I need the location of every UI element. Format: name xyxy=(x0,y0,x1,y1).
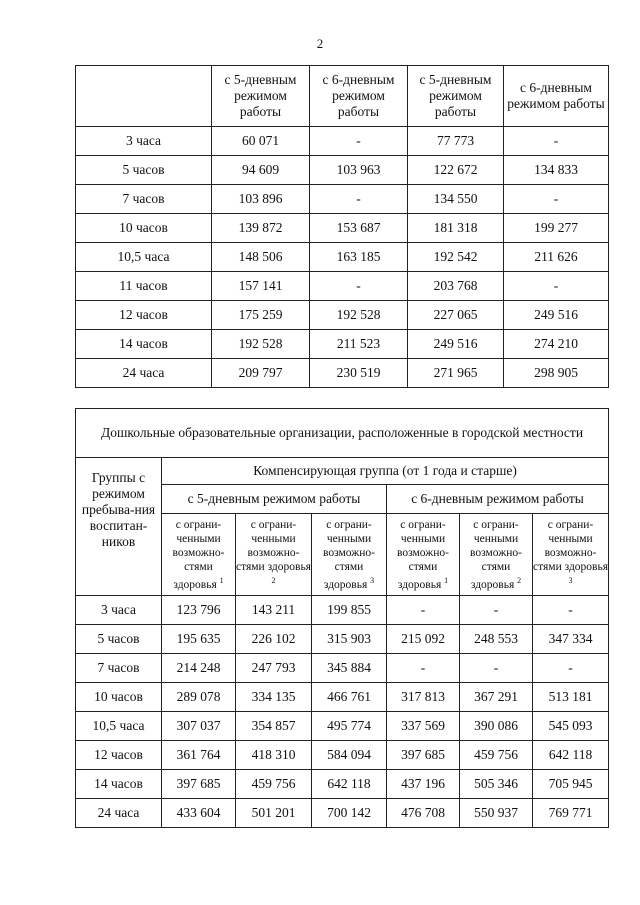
row-label: 24 часа xyxy=(76,799,162,828)
table-row xyxy=(76,359,609,388)
table-row xyxy=(76,272,609,301)
row-label: 7 часов xyxy=(76,185,212,214)
value-cell: 226 102 xyxy=(236,625,312,654)
value-cell: 769 771 xyxy=(533,799,609,828)
row-label: 12 часов xyxy=(76,301,212,330)
row-label: 11 часов xyxy=(76,272,212,301)
value-cell: 227 065 xyxy=(408,301,504,330)
value-cell: 334 135 xyxy=(236,683,312,712)
value-cell: 317 813 xyxy=(387,683,460,712)
value-cell: 248 553 xyxy=(460,625,533,654)
value-cell: 298 905 xyxy=(504,359,609,388)
value-cell: - xyxy=(310,272,408,301)
value-cell: 249 516 xyxy=(408,330,504,359)
subcolumn-header: с ограни-ченными возможно-стями здоровья $^1$ xyxy=(162,514,236,596)
value-cell: 545 093 xyxy=(533,712,609,741)
row-label: 7 часов xyxy=(76,654,162,683)
value-cell: 134 833 xyxy=(504,156,609,185)
value-cell: 175 259 xyxy=(212,301,310,330)
subcolumn-header: с ограни-ченными возможно-стями здоровья $^2$ xyxy=(236,514,312,596)
row-label: 14 часов xyxy=(76,330,212,359)
value-cell: 495 774 xyxy=(312,712,387,741)
value-cell: 192 528 xyxy=(212,330,310,359)
value-cell: 271 965 xyxy=(408,359,504,388)
value-cell: 397 685 xyxy=(162,770,236,799)
six-day-header: с 6-дневным режимом работы xyxy=(387,485,609,514)
table-caption: Дошкольные образовательные организации, расположенные в городской местности xyxy=(76,409,609,458)
value-cell: 354 857 xyxy=(236,712,312,741)
column-header: с 6-дневным режимом работы xyxy=(504,66,609,127)
value-cell: 192 528 xyxy=(310,301,408,330)
value-cell: 289 078 xyxy=(162,683,236,712)
value-cell: 195 635 xyxy=(162,625,236,654)
value-cell: 459 756 xyxy=(460,741,533,770)
value-cell: 247 793 xyxy=(236,654,312,683)
value-cell: 134 550 xyxy=(408,185,504,214)
value-cell: - xyxy=(504,185,609,214)
value-cell: - xyxy=(387,596,460,625)
rates-table-compensating xyxy=(75,408,609,828)
value-cell: 103 896 xyxy=(212,185,310,214)
value-cell: 433 604 xyxy=(162,799,236,828)
value-cell: 214 248 xyxy=(162,654,236,683)
value-cell: 230 519 xyxy=(310,359,408,388)
table-row xyxy=(76,596,609,625)
value-cell: 94 609 xyxy=(212,156,310,185)
value-cell: 157 141 xyxy=(212,272,310,301)
value-cell: 361 764 xyxy=(162,741,236,770)
row-label: 10,5 часа xyxy=(76,243,212,272)
page-number: 2 xyxy=(316,36,324,51)
value-cell: 215 092 xyxy=(387,625,460,654)
row-label: 12 часов xyxy=(76,741,162,770)
value-cell: 192 542 xyxy=(408,243,504,272)
value-cell: - xyxy=(310,127,408,156)
row-label: 5 часов xyxy=(76,156,212,185)
value-cell: 60 071 xyxy=(212,127,310,156)
value-cell: 143 211 xyxy=(236,596,312,625)
value-cell: 700 142 xyxy=(312,799,387,828)
value-cell: 705 945 xyxy=(533,770,609,799)
compensating-group-header: Компенсирующая группа (от 1 года и старше) xyxy=(162,458,609,485)
value-cell: - xyxy=(533,596,609,625)
value-cell: 211 523 xyxy=(310,330,408,359)
value-cell: 505 346 xyxy=(460,770,533,799)
table-row xyxy=(76,185,609,214)
value-cell: 203 768 xyxy=(408,272,504,301)
value-cell: 367 291 xyxy=(460,683,533,712)
value-cell: 513 181 xyxy=(533,683,609,712)
table-row xyxy=(76,156,609,185)
value-cell: 459 756 xyxy=(236,770,312,799)
value-cell: 315 903 xyxy=(312,625,387,654)
row-label: 10 часов xyxy=(76,683,162,712)
value-cell: 163 185 xyxy=(310,243,408,272)
value-cell: 123 796 xyxy=(162,596,236,625)
column-header xyxy=(76,66,212,127)
value-cell: 199 855 xyxy=(312,596,387,625)
value-cell: 476 708 xyxy=(387,799,460,828)
value-cell: - xyxy=(504,272,609,301)
subcolumn-header: с ограни-ченными возможно-стями здоровья $^3$ xyxy=(533,514,609,596)
row-label: 3 часа xyxy=(76,127,212,156)
table-row xyxy=(76,799,609,828)
row-label: 5 часов xyxy=(76,625,162,654)
value-cell: 397 685 xyxy=(387,741,460,770)
table-row xyxy=(76,625,609,654)
column-header: с 5-дневным режимом работы xyxy=(408,66,504,127)
table-row xyxy=(76,301,609,330)
value-cell: 550 937 xyxy=(460,799,533,828)
value-cell: - xyxy=(310,185,408,214)
group-column-header: Группы с режимом пребыва-ния воспитан-ников xyxy=(76,458,162,596)
value-cell: 139 872 xyxy=(212,214,310,243)
value-cell: 584 094 xyxy=(312,741,387,770)
value-cell: 249 516 xyxy=(504,301,609,330)
value-cell: 390 086 xyxy=(460,712,533,741)
value-cell: - xyxy=(504,127,609,156)
value-cell: 307 037 xyxy=(162,712,236,741)
value-cell: - xyxy=(460,654,533,683)
value-cell: 211 626 xyxy=(504,243,609,272)
table-row xyxy=(76,127,609,156)
row-label: 3 часа xyxy=(76,596,162,625)
value-cell: - xyxy=(533,654,609,683)
table-row xyxy=(76,243,609,272)
value-cell: 642 118 xyxy=(533,741,609,770)
value-cell: 122 672 xyxy=(408,156,504,185)
subcolumn-header: с ограни-ченными возможно-стями здоровья $^3$ xyxy=(312,514,387,596)
row-label: 10,5 часа xyxy=(76,712,162,741)
table-row xyxy=(76,741,609,770)
table-row xyxy=(76,214,609,243)
value-cell: 103 963 xyxy=(310,156,408,185)
row-label: 14 часов xyxy=(76,770,162,799)
table-row xyxy=(76,330,609,359)
five-day-header: с 5-дневным режимом работы xyxy=(162,485,387,514)
value-cell: 153 687 xyxy=(310,214,408,243)
subcolumn-header: с ограни-ченными возможно-стями здоровья $^1$ xyxy=(387,514,460,596)
value-cell: 437 196 xyxy=(387,770,460,799)
value-cell: 345 884 xyxy=(312,654,387,683)
rates-table-top xyxy=(75,65,609,388)
subcolumn-header: с ограни-ченными возможно-стями здоровья $^2$ xyxy=(460,514,533,596)
table-row xyxy=(76,770,609,799)
value-cell: 466 761 xyxy=(312,683,387,712)
table-row xyxy=(76,683,609,712)
column-header: с 6-дневным режимом работы xyxy=(310,66,408,127)
value-cell: 642 118 xyxy=(312,770,387,799)
value-cell: - xyxy=(460,596,533,625)
value-cell: 199 277 xyxy=(504,214,609,243)
table-row xyxy=(76,654,609,683)
column-header: с 5-дневным режимом работы xyxy=(212,66,310,127)
row-label: 24 часа xyxy=(76,359,212,388)
value-cell: 209 797 xyxy=(212,359,310,388)
value-cell: 77 773 xyxy=(408,127,504,156)
value-cell: 274 210 xyxy=(504,330,609,359)
value-cell: 347 334 xyxy=(533,625,609,654)
value-cell: 148 506 xyxy=(212,243,310,272)
value-cell: 418 310 xyxy=(236,741,312,770)
value-cell: - xyxy=(387,654,460,683)
table-row xyxy=(76,712,609,741)
value-cell: 337 569 xyxy=(387,712,460,741)
value-cell: 501 201 xyxy=(236,799,312,828)
value-cell: 181 318 xyxy=(408,214,504,243)
row-label: 10 часов xyxy=(76,214,212,243)
